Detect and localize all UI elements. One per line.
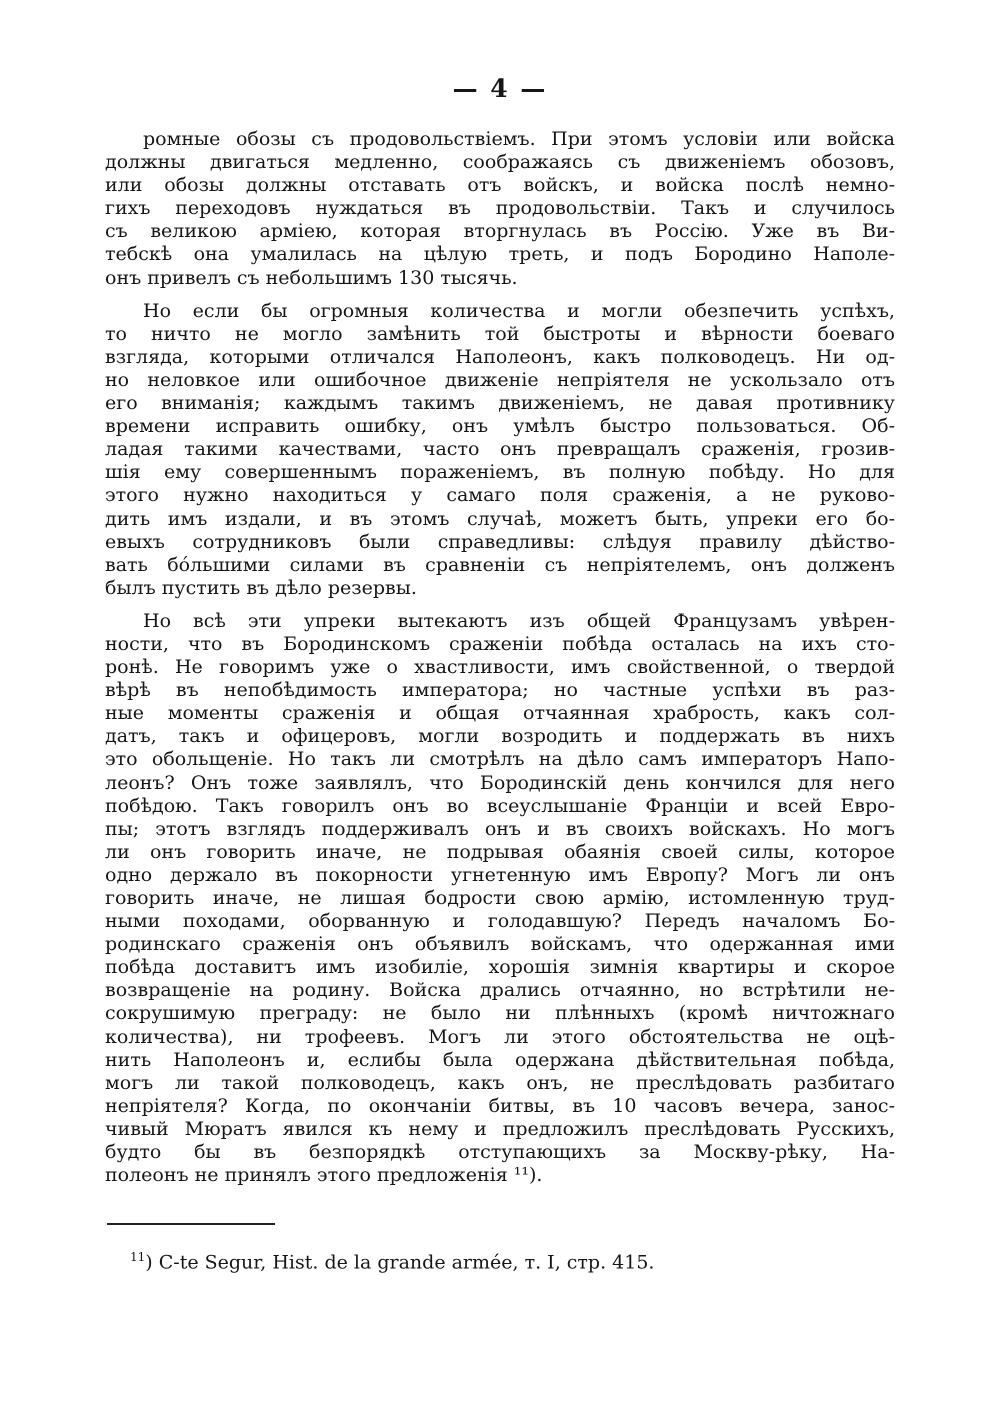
text-line: ными походами, оборванную и голодавшую? Передъ началомъ Бо- bbox=[105, 910, 895, 933]
text-line: полеонъ не принялъ этого предложенія ¹¹). bbox=[105, 1164, 543, 1187]
text-line: гихъ переходовъ нуждаться въ продовольствіи. Такъ и случилось bbox=[105, 197, 895, 220]
main-text bbox=[105, 128, 895, 1197]
text-line: ронѣ. Не говоримъ уже о хвастливости, имъ свойственной, о твердой bbox=[105, 656, 895, 679]
text-line: этого нужно находиться у самаго поля сраженія, а не руково- bbox=[105, 484, 895, 507]
paragraph-3 bbox=[105, 610, 895, 1187]
footnote-text: ) C-te Segur, Hist. de la grande armée, т. I, стр. 415. bbox=[145, 1251, 655, 1274]
text-line: ли онъ говорить иначе, не подрывая обаянія своей силы, которое bbox=[105, 840, 895, 863]
text-line: родинскаго сраженія онъ объявилъ войскамъ, что одержанная ими bbox=[105, 933, 895, 956]
text-line: чивый Мюратъ явился къ нему и предложилъ преслѣдовать Русскихъ, bbox=[105, 1117, 895, 1140]
text-line: нить Наполеонъ и, еслибы была одержана дѣйствительная побѣда, bbox=[105, 1048, 895, 1071]
text-line: но неловкое или ошибочное движеніе непріятеля не ускользало отъ bbox=[105, 368, 895, 391]
text-line: то ничто не могло замѣнить той быстроты и вѣрности боеваго bbox=[105, 322, 895, 345]
text-line: евыхъ сотрудниковъ были справедливы: слѣдуя правилу дѣйство- bbox=[105, 530, 895, 553]
text-line: побѣда доставитъ имъ изобиліе, хорошія зимнія квартиры и скорое bbox=[105, 956, 895, 979]
text-line: или обозы должны отставать отъ войскъ, и войска послѣ немно- bbox=[105, 174, 895, 197]
text-line: будто бы въ безпорядкѣ отступающихъ за Москву-рѣку, На- bbox=[105, 1141, 895, 1164]
text-line: онъ привелъ съ небольшимъ 130 тысячь. bbox=[105, 266, 518, 289]
paragraph-2 bbox=[105, 300, 895, 600]
text-line: Но если бы огромныя количества и могли обезпечить успѣхъ, bbox=[143, 299, 895, 322]
text-line: возвращеніе на родину. Войска дрались отчаянно, но встрѣтили не- bbox=[105, 979, 895, 1002]
text-line: говорить иначе, не лишая бодрости свою армію, истомленную труд- bbox=[105, 887, 895, 909]
text-line: дить имъ издали, и въ этомъ случаѣ, можетъ быть, упреки его бо- bbox=[105, 507, 895, 530]
text-line: ладая такими качествами, часто онъ превращалъ сраженія, грозив- bbox=[105, 438, 895, 461]
text-line: вѣрѣ въ непобѣдимость императора; но частные успѣхи въ раз- bbox=[105, 679, 895, 702]
text-line: ромные обозы съ продовольствіемъ. При этомъ условіи или войска bbox=[143, 128, 895, 150]
text-line: это обольщеніе. Но такъ ли смотрѣлъ на дѣло самъ императоръ Напо- bbox=[105, 748, 895, 771]
footnote-divider bbox=[107, 1223, 275, 1225]
text-line: одно держало въ покорности угнетенную имъ Европу? Могъ ли онъ bbox=[105, 863, 895, 886]
text-line: съ великою арміею, которая вторгнулась въ Россію. Уже въ Ви- bbox=[105, 220, 895, 243]
footnote bbox=[130, 1250, 654, 1273]
text-line: датъ, такъ и офицеровъ, могли возродить и поддержать въ нихъ bbox=[105, 725, 895, 748]
text-line: ные моменты сраженія и общая отчаянная храбрость, какъ сол- bbox=[105, 702, 895, 725]
text-line: могъ ли такой полководецъ, какъ онъ, не преслѣдовать разбитаго bbox=[105, 1071, 895, 1094]
text-line: тебскѣ она умалилась на цѣлую треть, и подъ Бородино Наполе- bbox=[105, 243, 895, 266]
text-line: взгляда, которыми отличался Наполеонъ, какъ полководецъ. Ни од- bbox=[105, 345, 895, 368]
text-line: побѣдою. Такъ говорилъ онъ во всеуслышаніе Франціи и всей Евро- bbox=[105, 794, 895, 817]
text-line: ности, что въ Бородинскомъ сраженіи побѣда осталась на ихъ сто- bbox=[105, 632, 895, 655]
text-line: вать бо́льшими силами въ сравненіи съ непріятелемъ, онъ долженъ bbox=[105, 553, 895, 576]
paragraph-1 bbox=[105, 128, 895, 290]
text-line: былъ пустить въ дѣло резервы. bbox=[105, 576, 417, 599]
text-line: сокрушимую преграду: не было ни плѣнныхъ (кромѣ ничтожнаго bbox=[105, 1002, 895, 1025]
text-line: пы; этотъ взглядъ поддерживалъ онъ и въ своихъ войскахъ. Но могъ bbox=[105, 817, 895, 840]
text-line: его вниманія; каждымъ такимъ движеніемъ, не давая противнику bbox=[105, 392, 895, 415]
text-line: непріятеля? Когда, по окончаніи битвы, въ 10 часовъ вечера, занос- bbox=[105, 1094, 895, 1117]
text-line: количества), ни трофеевъ. Могъ ли этого обстоятельства не оцѣ- bbox=[105, 1025, 895, 1048]
text-line: должны двигаться медленно, соображаясь съ движеніемъ обозовъ, bbox=[105, 151, 895, 174]
footnote-marker: 11 bbox=[130, 1250, 146, 1264]
text-line: Но всѣ эти упреки вытекаютъ изъ общей Французамъ увѣрен- bbox=[143, 609, 895, 632]
text-line: шія ему совершеннымъ пораженіемъ, въ полную побѣду. Но для bbox=[105, 461, 895, 484]
text-line: времени исправить ошибку, онъ умѣлъ быстро пользоваться. Об- bbox=[105, 415, 895, 438]
page-number: — 4 — bbox=[452, 74, 548, 103]
text-line: леонъ? Онъ тоже заявлялъ, что Бородинскій день кончился для него bbox=[105, 771, 895, 794]
